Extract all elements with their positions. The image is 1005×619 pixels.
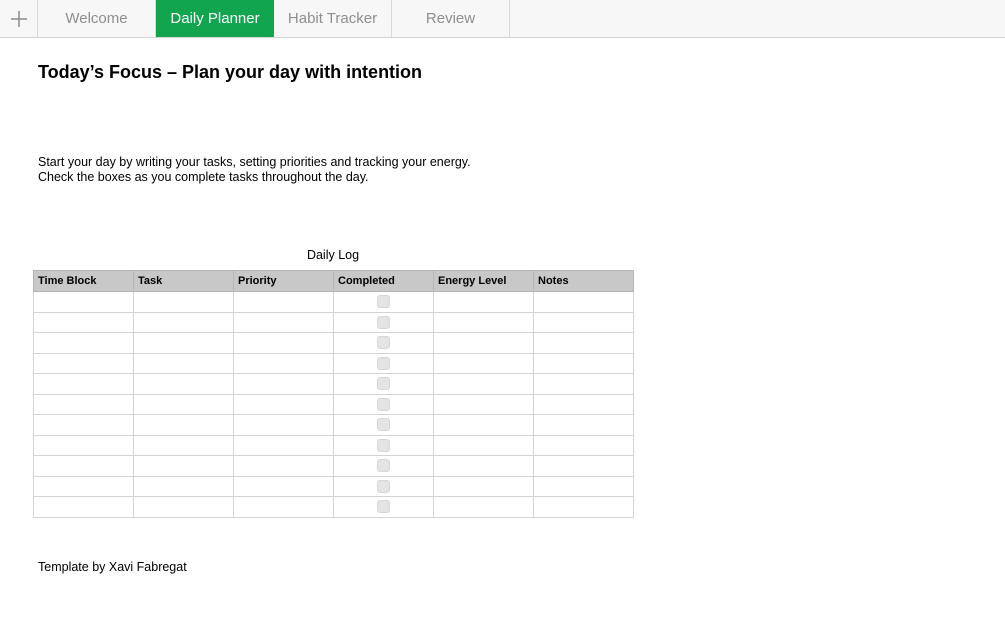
table-row <box>34 497 634 518</box>
completed-checkbox[interactable] <box>377 357 390 370</box>
notes-cell[interactable] <box>534 415 634 436</box>
energy-level-cell[interactable] <box>434 476 534 497</box>
column-header-completed[interactable]: Completed <box>334 271 434 292</box>
completed-checkbox[interactable] <box>377 418 390 431</box>
energy-level-cell[interactable] <box>434 353 534 374</box>
completed-checkbox[interactable] <box>377 480 390 493</box>
notes-cell[interactable] <box>534 292 634 313</box>
task-cell[interactable] <box>134 456 234 477</box>
column-header-time-block[interactable]: Time Block <box>34 271 134 292</box>
table-row <box>34 374 634 395</box>
table-title: Daily Log <box>306 248 360 262</box>
priority-cell[interactable] <box>234 476 334 497</box>
task-cell[interactable] <box>134 374 234 395</box>
notes-cell[interactable] <box>534 374 634 395</box>
time-block-cell[interactable] <box>34 333 134 354</box>
energy-level-cell[interactable] <box>434 456 534 477</box>
completed-cell[interactable] <box>334 456 434 477</box>
energy-level-cell[interactable] <box>434 435 534 456</box>
plus-icon <box>10 10 28 28</box>
completed-checkbox[interactable] <box>377 439 390 452</box>
completed-cell[interactable] <box>334 312 434 333</box>
task-cell[interactable] <box>134 435 234 456</box>
table-row <box>34 435 634 456</box>
completed-cell[interactable] <box>334 497 434 518</box>
energy-level-cell[interactable] <box>434 497 534 518</box>
energy-level-cell[interactable] <box>434 374 534 395</box>
table-row <box>34 415 634 436</box>
table-row <box>34 476 634 497</box>
column-header-energy-level[interactable]: Energy Level <box>434 271 534 292</box>
priority-cell[interactable] <box>234 435 334 456</box>
notes-cell[interactable] <box>534 476 634 497</box>
time-block-cell[interactable] <box>34 476 134 497</box>
notes-cell[interactable] <box>534 333 634 354</box>
table-row <box>34 353 634 374</box>
priority-cell[interactable] <box>234 292 334 313</box>
time-block-cell[interactable] <box>34 374 134 395</box>
table-row <box>34 456 634 477</box>
task-cell[interactable] <box>134 394 234 415</box>
time-block-cell[interactable] <box>34 394 134 415</box>
intro-line-1: Start your day by writing your tasks, setting priorities and tracking your energy. <box>38 155 471 169</box>
completed-cell[interactable] <box>334 353 434 374</box>
time-block-cell[interactable] <box>34 292 134 313</box>
priority-cell[interactable] <box>234 456 334 477</box>
table-row <box>34 292 634 313</box>
notes-cell[interactable] <box>534 312 634 333</box>
page-title: Today’s Focus – Plan your day with intention <box>38 62 423 82</box>
time-block-cell[interactable] <box>34 456 134 477</box>
completed-cell[interactable] <box>334 394 434 415</box>
notes-cell[interactable] <box>534 394 634 415</box>
completed-cell[interactable] <box>334 292 434 313</box>
notes-cell[interactable] <box>534 435 634 456</box>
completed-checkbox[interactable] <box>377 336 390 349</box>
priority-cell[interactable] <box>234 333 334 354</box>
intro-line-2: Check the boxes as you complete tasks throughout the day. <box>38 170 369 184</box>
time-block-cell[interactable] <box>34 312 134 333</box>
table-row <box>34 333 634 354</box>
time-block-cell[interactable] <box>34 497 134 518</box>
completed-checkbox[interactable] <box>377 316 390 329</box>
column-header-notes[interactable]: Notes <box>534 271 634 292</box>
priority-cell[interactable] <box>234 312 334 333</box>
column-header-task[interactable]: Task <box>134 271 234 292</box>
task-cell[interactable] <box>134 415 234 436</box>
completed-cell[interactable] <box>334 333 434 354</box>
notes-cell[interactable] <box>534 353 634 374</box>
time-block-cell[interactable] <box>34 353 134 374</box>
column-header-priority[interactable]: Priority <box>234 271 334 292</box>
tab-welcome[interactable]: Welcome <box>38 0 156 37</box>
priority-cell[interactable] <box>234 374 334 395</box>
energy-level-cell[interactable] <box>434 312 534 333</box>
task-cell[interactable] <box>134 312 234 333</box>
completed-checkbox[interactable] <box>377 295 390 308</box>
task-cell[interactable] <box>134 292 234 313</box>
time-block-cell[interactable] <box>34 435 134 456</box>
notes-cell[interactable] <box>534 497 634 518</box>
table-row <box>34 312 634 333</box>
template-credit: Template by Xavi Fabregat <box>38 560 187 574</box>
add-sheet-button[interactable] <box>0 0 38 37</box>
completed-checkbox[interactable] <box>377 398 390 411</box>
priority-cell[interactable] <box>234 394 334 415</box>
task-cell[interactable] <box>134 497 234 518</box>
sheet-tab-bar <box>0 0 1005 38</box>
energy-level-cell[interactable] <box>434 394 534 415</box>
priority-cell[interactable] <box>234 353 334 374</box>
tab-review[interactable]: Review <box>392 0 510 37</box>
table-body <box>34 292 634 518</box>
tab-daily-planner[interactable]: Daily Planner <box>156 0 274 37</box>
energy-level-cell[interactable] <box>434 333 534 354</box>
completed-checkbox[interactable] <box>377 500 390 513</box>
table-row <box>34 394 634 415</box>
priority-cell[interactable] <box>234 415 334 436</box>
energy-level-cell[interactable] <box>434 415 534 436</box>
task-cell[interactable] <box>134 353 234 374</box>
intro-text <box>38 155 471 185</box>
daily-log-table <box>33 270 634 518</box>
notes-cell[interactable] <box>534 456 634 477</box>
completed-cell[interactable] <box>334 415 434 436</box>
time-block-cell[interactable] <box>34 415 134 436</box>
completed-cell[interactable] <box>334 476 434 497</box>
energy-level-cell[interactable] <box>434 292 534 313</box>
completed-cell[interactable] <box>334 435 434 456</box>
task-cell[interactable] <box>134 476 234 497</box>
table-header-row <box>34 271 634 292</box>
completed-checkbox[interactable] <box>377 459 390 472</box>
completed-checkbox[interactable] <box>377 377 390 390</box>
completed-cell[interactable] <box>334 374 434 395</box>
tab-habit-tracker[interactable]: Habit Tracker <box>274 0 392 37</box>
task-cell[interactable] <box>134 333 234 354</box>
priority-cell[interactable] <box>234 497 334 518</box>
